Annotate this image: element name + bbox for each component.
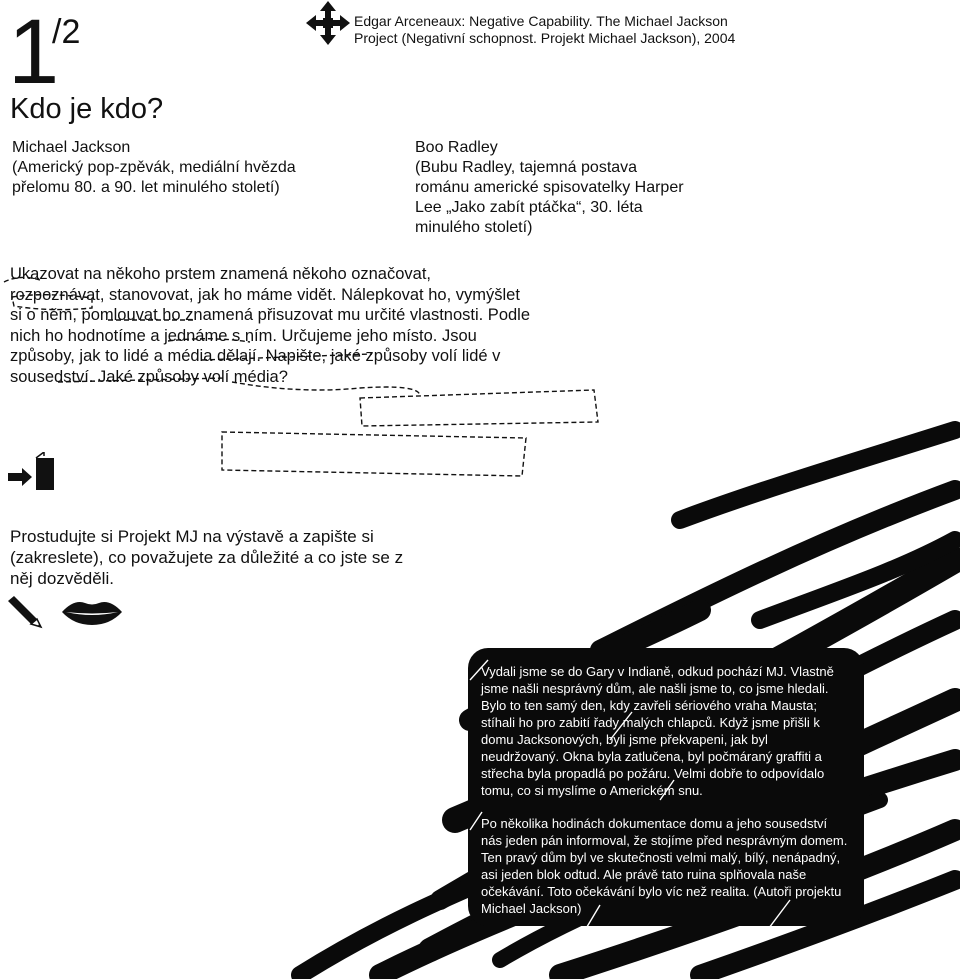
story-paragraph: Vydali jsme se do Gary v Indianě, odkud pochází MJ. Vlastně jsme našli nesprávný dům, ale našli jsme to, co jsme hledali. Bylo to ten samý den, kdy zavřeli sériového vraha Mausta; stíhali ho pro zabití řady malých chlapců. Když jsme přišli k domu Jacksonových, byli jsme překvapeni, jak byl neudržovaný. Okna byla zatlučena, byl počmáraný graffiti a střecha byla propadlá po požáru. Velmi dobře to odpovídalo tomu, co si myslíme o Americkém snu. (481, 664, 834, 798)
person-description: (Americký pop-zpěvák, mediální hvězda přelomu 80. a 90. let minulého století) (12, 159, 296, 196)
page-total: /2 (52, 13, 81, 51)
story-paragraph: Po několika hodinách dokumentace domu a jeho sousedství nás jeden pán informoval, že stojíme před nesprávným domem. Ten pravý dům byl ve skutečnosti velmi malý, bílý, nenápadný, asi jeden blok odtud. Ale právě tato ruina splňovala naše očekávání. Toto očekávání bylo víc než realita. (Autoři projektu Michael Jackson) (481, 816, 848, 916)
story-text (481, 663, 849, 933)
person-name: Michael Jackson (12, 139, 131, 156)
person-description: (Bubu Radley, tajemná postava románu americké spisovatelky Harper Lee „Jako zabít ptáčka“, 30. léta minulého století) (415, 159, 684, 236)
task-paragraph-labels: Ukazovat na někoho prstem znamená někoho označovat, rozpoznávat, stanovovat, jak ho máme vidět. Nálepkovat ho, vymýšlet si o něm, pomlouvat ho znamená přisuzovat mu určité vlastnosti. Podle nich ho hodnotíme a jednáme s ním. Určujeme jeho místo. Jsou způsoby, jak to lidé a média dělají. Napište, jaké způsoby volí lidé v sousedství. Jaké způsoby volí média? (10, 265, 531, 386)
task-paragraph-exhibition: Prostudujte si Projekt MJ na výstavě a zapište si (zakreslete), co považujete za důležité a co jste se z něj dozvěděli. (10, 527, 404, 588)
project-title: Edgar Arceneaux: Negative Capability. The Michael Jackson Project (Negativní schopnost. Projekt Michael Jackson), 2004 (354, 13, 736, 46)
person-name: Boo Radley (415, 139, 498, 156)
page-title: Kdo je kdo? (10, 93, 164, 125)
page-number: 1 (8, 1, 56, 103)
